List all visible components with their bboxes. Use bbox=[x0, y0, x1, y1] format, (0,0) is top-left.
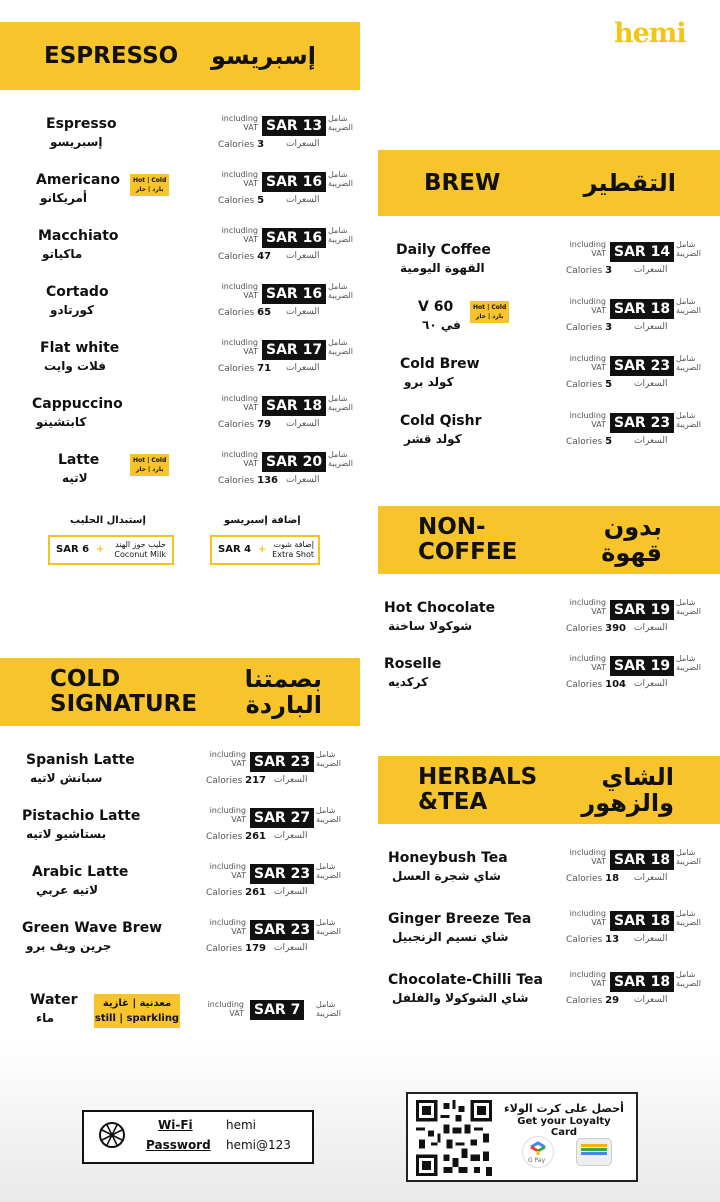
menu-item[interactable] bbox=[0, 752, 340, 802]
hot-cold-tag: Hot | Cold بارد | حار bbox=[130, 174, 169, 196]
item-price: SAR 18 bbox=[610, 972, 674, 992]
noncoffee-title-ar-2: قهوة bbox=[601, 539, 662, 567]
item-price: SAR 16 bbox=[262, 284, 326, 304]
vat-label: including VAT bbox=[569, 909, 606, 927]
vat-label: including VAT bbox=[569, 970, 606, 988]
calories-label-ar: السعرات bbox=[286, 139, 320, 149]
calories-value: 29 bbox=[605, 995, 620, 1006]
item-price: SAR 23 bbox=[250, 864, 314, 884]
item-name-en: Latte bbox=[58, 452, 100, 468]
menu-item[interactable] bbox=[378, 413, 718, 463]
item-price: SAR 16 bbox=[262, 228, 326, 248]
item-name-ar: فلات وايت bbox=[44, 359, 106, 373]
noncoffee-title-en-1: NON- bbox=[418, 514, 486, 540]
water-type-tag bbox=[94, 994, 180, 1028]
herbals-banner bbox=[378, 756, 720, 824]
vat-label: including VAT bbox=[221, 282, 258, 300]
item-name-ar: سبانش لاتيه bbox=[30, 771, 103, 785]
vat-label-ar: شامل الضريبة bbox=[328, 170, 353, 188]
calories-label-ar: السعرات bbox=[634, 934, 668, 944]
menu-item[interactable] bbox=[0, 394, 353, 446]
calories-label-ar: السعرات bbox=[274, 887, 308, 897]
item-name-ar: كركديه bbox=[388, 675, 429, 689]
item-name-en: Chocolate-Chilli Tea bbox=[388, 972, 543, 988]
calories-value: 3 bbox=[257, 139, 265, 150]
calories-value: 47 bbox=[257, 251, 272, 262]
addon-head-espresso: إضافة إسبريسو bbox=[224, 515, 301, 526]
hot-cold-tag: Hot | Cold بارد | حار bbox=[470, 301, 509, 323]
item-name-en: V 60 bbox=[418, 299, 454, 315]
vat-label-ar: شامل الضريبة bbox=[676, 354, 701, 372]
calories-value: 5 bbox=[605, 436, 613, 447]
plus-icon: + bbox=[258, 544, 267, 555]
wifi-label: Wi-Fi bbox=[158, 1118, 193, 1132]
calories bbox=[566, 995, 619, 1006]
espresso-title-en: ESPRESSO bbox=[44, 43, 179, 69]
calories-label: Calories bbox=[218, 140, 255, 150]
menu-item[interactable] bbox=[0, 808, 340, 858]
calories-label-ar: السعرات bbox=[286, 307, 320, 317]
calories bbox=[206, 887, 266, 898]
addon-desc bbox=[272, 540, 314, 560]
vat-label: including VAT bbox=[569, 240, 606, 258]
vat-label: including VAT bbox=[209, 918, 246, 936]
calories bbox=[218, 139, 264, 150]
vat-label-ar: شامل الضريبة bbox=[676, 598, 701, 616]
calories bbox=[206, 775, 266, 786]
calories-value: 18 bbox=[605, 873, 620, 884]
item-name-en: Water bbox=[30, 992, 78, 1008]
calories-label-ar: السعرات bbox=[634, 679, 668, 689]
herbals-title-en-2: &TEA bbox=[418, 789, 488, 815]
vat-label-ar: شامل الضريبة bbox=[316, 806, 341, 824]
brew-title-en: BREW bbox=[424, 170, 501, 196]
vat-label: including VAT bbox=[221, 450, 258, 468]
vat-label-ar: شامل الضريبة bbox=[328, 450, 353, 468]
menu-item[interactable] bbox=[0, 864, 340, 914]
vat-label-ar: شامل الضريبة bbox=[328, 394, 353, 412]
cold-title-en-1: COLD bbox=[50, 666, 121, 692]
calories-value: 65 bbox=[257, 307, 272, 318]
wallet-icon[interactable] bbox=[576, 1138, 612, 1166]
item-name-en: Flat white bbox=[40, 340, 120, 356]
vat-label-ar: شامل الضريبة bbox=[676, 848, 701, 866]
item-price: SAR 27 bbox=[250, 808, 314, 828]
calories-label: Calories bbox=[566, 437, 603, 447]
addon-price: SAR 4 bbox=[218, 544, 252, 555]
addon-head-milk: إستبدال الحليب bbox=[70, 515, 146, 526]
menu-item[interactable] bbox=[378, 850, 718, 900]
vat-label-ar: شامل الضريبة bbox=[328, 338, 353, 356]
calories-label: Calories bbox=[218, 252, 255, 262]
calories-value: 136 bbox=[257, 475, 278, 486]
item-name-ar: ماكياتو bbox=[42, 247, 83, 261]
menu-item[interactable] bbox=[0, 338, 353, 390]
calories-label-ar: السعرات bbox=[274, 831, 308, 841]
addon-price: SAR 6 bbox=[56, 544, 90, 555]
item-name-ar: أمريكانو bbox=[40, 191, 88, 205]
loyalty-card[interactable] bbox=[406, 1092, 638, 1182]
menu-item[interactable] bbox=[0, 282, 353, 334]
brew-banner bbox=[378, 150, 720, 216]
calories-label: Calories bbox=[566, 996, 603, 1006]
calories-label: Calories bbox=[218, 420, 255, 430]
calories-value: 104 bbox=[605, 679, 626, 690]
addon-desc-ar: إضافة شوت bbox=[273, 540, 314, 549]
addon-extra-shot[interactable] bbox=[210, 535, 320, 565]
calories bbox=[218, 307, 271, 318]
calories bbox=[218, 475, 278, 486]
calories-label: Calories bbox=[206, 832, 243, 842]
calories bbox=[566, 679, 626, 690]
password-value: hemi@123 bbox=[226, 1138, 291, 1152]
item-price: SAR 14 bbox=[610, 242, 674, 262]
menu-item[interactable] bbox=[378, 299, 718, 349]
vat-label: including VAT bbox=[569, 598, 606, 616]
calories bbox=[566, 379, 612, 390]
cold-title-ar-2: الباردة bbox=[245, 691, 322, 719]
calories bbox=[566, 623, 626, 634]
calories-label-ar: السعرات bbox=[286, 251, 320, 261]
item-price: SAR 16 bbox=[262, 172, 326, 192]
item-name-ar: كورتادو bbox=[50, 303, 95, 317]
calories-value: 3 bbox=[605, 322, 613, 333]
item-name-en: Pistachio Latte bbox=[22, 808, 141, 824]
noncoffee-banner bbox=[378, 506, 720, 574]
calories-value: 261 bbox=[245, 831, 266, 842]
calories-value: 5 bbox=[257, 195, 265, 206]
item-name-ar: بستاشيو لاتيه bbox=[26, 827, 107, 841]
plus-icon: + bbox=[96, 544, 105, 555]
cold-title-en-2: SIGNATURE bbox=[50, 691, 198, 717]
calories-label: Calories bbox=[566, 935, 603, 945]
calories-label-ar: السعرات bbox=[634, 623, 668, 633]
vat-label-ar: شامل الضريبة bbox=[676, 297, 701, 315]
menu-item-water[interactable] bbox=[0, 992, 360, 1042]
item-name-en: Macchiato bbox=[38, 228, 119, 244]
item-name-ar: إسبريسو bbox=[50, 135, 103, 149]
item-name-ar: كولد قشر bbox=[404, 432, 462, 446]
herbals-title-ar-1: الشاي bbox=[601, 763, 674, 791]
gpay-label: G Pay bbox=[528, 1157, 546, 1164]
menu-item[interactable] bbox=[378, 972, 718, 1022]
item-name-en: Espresso bbox=[46, 116, 117, 132]
calories bbox=[566, 322, 612, 333]
calories-label: Calories bbox=[218, 476, 255, 486]
calories-label: Calories bbox=[218, 308, 255, 318]
calories-value: 179 bbox=[245, 943, 266, 954]
vat-label-ar: شامل الضريبة bbox=[316, 1000, 341, 1018]
item-name-en: Green Wave Brew bbox=[22, 920, 163, 936]
calories-value: 79 bbox=[257, 419, 272, 430]
item-price: SAR 23 bbox=[250, 752, 314, 772]
item-name-ar: شاي شجرة العسل bbox=[392, 869, 501, 883]
menu-item[interactable] bbox=[0, 114, 353, 166]
hemi-logo: hemi bbox=[614, 18, 686, 49]
espresso-title-ar: إسبريسو bbox=[210, 42, 316, 70]
item-name-en: Ginger Breeze Tea bbox=[388, 911, 532, 927]
calories bbox=[218, 195, 264, 206]
item-name-en: Roselle bbox=[384, 656, 442, 672]
calories-label: Calories bbox=[566, 323, 603, 333]
vat-label-ar: شامل الضريبة bbox=[316, 750, 341, 768]
calories bbox=[218, 419, 271, 430]
qr-code-icon[interactable] bbox=[416, 1100, 492, 1176]
password-label: Password bbox=[146, 1138, 211, 1152]
item-name-en: Cold Brew bbox=[400, 356, 480, 372]
vat-label: including VAT bbox=[569, 297, 606, 315]
calories-label: Calories bbox=[566, 266, 603, 276]
item-name-en: Cappuccino bbox=[32, 396, 123, 412]
vat-label-ar: شامل الضريبة bbox=[316, 862, 341, 880]
menu-item[interactable] bbox=[378, 656, 718, 706]
calories bbox=[206, 943, 266, 954]
calories-value: 217 bbox=[245, 775, 266, 786]
calories-label-ar: السعرات bbox=[634, 265, 668, 275]
addon-coconut-milk[interactable] bbox=[48, 535, 174, 565]
item-name-en: Daily Coffee bbox=[396, 242, 491, 258]
calories-label-ar: السعرات bbox=[634, 436, 668, 446]
wifi-value: hemi bbox=[226, 1118, 257, 1132]
item-name-ar: القهوة اليومية bbox=[400, 261, 485, 275]
item-name-en: Arabic Latte bbox=[32, 864, 129, 880]
vat-label: including VAT bbox=[221, 394, 258, 412]
calories-value: 71 bbox=[257, 363, 272, 374]
menu-item[interactable] bbox=[378, 242, 718, 292]
vat-label-ar: شامل الضريبة bbox=[676, 654, 701, 672]
wifi-card bbox=[82, 1110, 314, 1164]
vat-label: including VAT bbox=[221, 226, 258, 244]
item-name-ar: لاتيه bbox=[62, 471, 88, 485]
vat-label-ar: شامل الضريبة bbox=[676, 411, 701, 429]
item-price: SAR 20 bbox=[262, 452, 326, 472]
water-tag-ar: معدنية | غازية bbox=[102, 998, 172, 1009]
calories-value: 261 bbox=[245, 887, 266, 898]
vat-label: including VAT bbox=[207, 1000, 244, 1018]
calories-label-ar: السعرات bbox=[634, 995, 668, 1005]
vat-label-ar: شامل الضريبة bbox=[676, 240, 701, 258]
item-price: SAR 7 bbox=[250, 1000, 304, 1020]
item-name-ar: شوكولا ساخنة bbox=[388, 619, 473, 633]
calories bbox=[566, 265, 612, 276]
vat-label-ar: شامل الضريبة bbox=[676, 970, 701, 988]
hot-cold-tag: Hot | Cold بارد | حار bbox=[130, 454, 169, 476]
item-name-ar: ماء bbox=[36, 1011, 55, 1025]
vat-label: including VAT bbox=[221, 114, 258, 132]
vat-label-ar: شامل الضريبة bbox=[316, 918, 341, 936]
item-price: SAR 19 bbox=[610, 656, 674, 676]
calories-label: Calories bbox=[218, 364, 255, 374]
addon-desc-en: Coconut Milk bbox=[114, 550, 166, 559]
herbals-title-ar-2: والزهور bbox=[581, 789, 674, 817]
vat-label-ar: شامل الضريبة bbox=[676, 909, 701, 927]
item-name-ar: كابتشينو bbox=[36, 415, 87, 429]
item-price: SAR 18 bbox=[610, 911, 674, 931]
calories-label: Calories bbox=[566, 624, 603, 634]
calories-label-ar: السعرات bbox=[634, 873, 668, 883]
vat-label: including VAT bbox=[569, 354, 606, 372]
calories-value: 13 bbox=[605, 934, 620, 945]
vat-label: including VAT bbox=[569, 411, 606, 429]
calories bbox=[566, 873, 619, 884]
calories-label: Calories bbox=[218, 196, 255, 206]
calories bbox=[566, 934, 619, 945]
vat-label: including VAT bbox=[569, 848, 606, 866]
cold-signature-banner bbox=[0, 658, 360, 726]
menu-item[interactable] bbox=[378, 356, 718, 406]
item-price: SAR 18 bbox=[262, 396, 326, 416]
calories bbox=[566, 436, 612, 447]
vat-label: including VAT bbox=[221, 338, 258, 356]
item-name-ar: شاي نسيم الزنجبيل bbox=[392, 930, 509, 944]
addon-desc-en: Extra Shot bbox=[272, 550, 314, 559]
loyalty-text-en: Get your Loyalty Card bbox=[517, 1116, 611, 1138]
brew-title-ar: التقطير bbox=[583, 169, 676, 197]
cold-title-ar-1: بصمتنا bbox=[244, 665, 322, 693]
item-name-en: Americano bbox=[36, 172, 120, 188]
addon-desc-ar: حليب جوز الهند bbox=[115, 540, 166, 549]
menu-item[interactable] bbox=[0, 226, 353, 278]
addon-desc bbox=[114, 540, 166, 560]
calories-label-ar: السعرات bbox=[274, 775, 308, 785]
menu-item[interactable] bbox=[0, 450, 353, 502]
item-price: SAR 17 bbox=[262, 340, 326, 360]
noncoffee-title-ar-1: بدون bbox=[603, 513, 662, 541]
calories-value: 3 bbox=[605, 265, 613, 276]
calories bbox=[206, 831, 266, 842]
calories-label: Calories bbox=[566, 680, 603, 690]
calories-label: Calories bbox=[206, 944, 243, 954]
item-name-en: Cold Qishr bbox=[400, 413, 482, 429]
menu-item[interactable] bbox=[378, 911, 718, 961]
item-name-en: Spanish Latte bbox=[26, 752, 135, 768]
vat-label-ar: شامل الضريبة bbox=[328, 114, 353, 132]
item-price: SAR 18 bbox=[610, 850, 674, 870]
vat-label-ar: شامل الضريبة bbox=[328, 282, 353, 300]
calories-label-ar: السعرات bbox=[286, 195, 320, 205]
item-name-ar: جرين ويف برو bbox=[26, 939, 112, 953]
calories-value: 390 bbox=[605, 623, 626, 634]
calories-label: Calories bbox=[206, 776, 243, 786]
item-name-en: Hot Chocolate bbox=[384, 600, 496, 616]
item-name-ar: لاتيه عربي bbox=[36, 883, 99, 897]
item-name-ar: شاي الشوكولا والفلفل bbox=[392, 991, 529, 1005]
calories-value: 5 bbox=[605, 379, 613, 390]
calories-label-ar: السعرات bbox=[286, 363, 320, 373]
vat-label: including VAT bbox=[569, 654, 606, 672]
vat-label: including VAT bbox=[209, 862, 246, 880]
menu-item[interactable] bbox=[378, 600, 718, 650]
item-price: SAR 23 bbox=[610, 413, 674, 433]
google-pay-icon[interactable] bbox=[522, 1136, 554, 1168]
menu-item[interactable] bbox=[0, 170, 353, 222]
noncoffee-title-en-2: COFFEE bbox=[418, 539, 518, 565]
calories-label-ar: السعرات bbox=[274, 943, 308, 953]
vat-label-ar: شامل الضريبة bbox=[328, 226, 353, 244]
menu-item[interactable] bbox=[0, 920, 340, 970]
calories-label-ar: السعرات bbox=[286, 475, 320, 485]
item-price: SAR 19 bbox=[610, 600, 674, 620]
calories-label: Calories bbox=[566, 380, 603, 390]
loyalty-text-ar: أحصل على كرت الولاء bbox=[504, 1102, 624, 1115]
calories-label-ar: السعرات bbox=[286, 419, 320, 429]
calories bbox=[218, 251, 271, 262]
item-name-ar: في ٦٠ bbox=[422, 318, 461, 332]
item-name-en: Honeybush Tea bbox=[388, 850, 508, 866]
calories-label: Calories bbox=[566, 874, 603, 884]
item-price: SAR 18 bbox=[610, 299, 674, 319]
herbals-title-en-1: HERBALS bbox=[418, 764, 538, 790]
globe-icon bbox=[98, 1121, 126, 1149]
calories bbox=[218, 363, 271, 374]
water-tag-en: still | sparkling bbox=[94, 1013, 180, 1024]
espresso-banner bbox=[0, 22, 360, 90]
vat-label: including VAT bbox=[221, 170, 258, 188]
calories-label: Calories bbox=[206, 888, 243, 898]
item-price: SAR 23 bbox=[250, 920, 314, 940]
vat-label: including VAT bbox=[209, 750, 246, 768]
calories-label-ar: السعرات bbox=[634, 379, 668, 389]
item-name-en: Cortado bbox=[46, 284, 109, 300]
item-name-ar: كولد برو bbox=[404, 375, 454, 389]
item-price: SAR 13 bbox=[262, 116, 326, 136]
calories-label-ar: السعرات bbox=[634, 322, 668, 332]
item-price: SAR 23 bbox=[610, 356, 674, 376]
vat-label: including VAT bbox=[209, 806, 246, 824]
